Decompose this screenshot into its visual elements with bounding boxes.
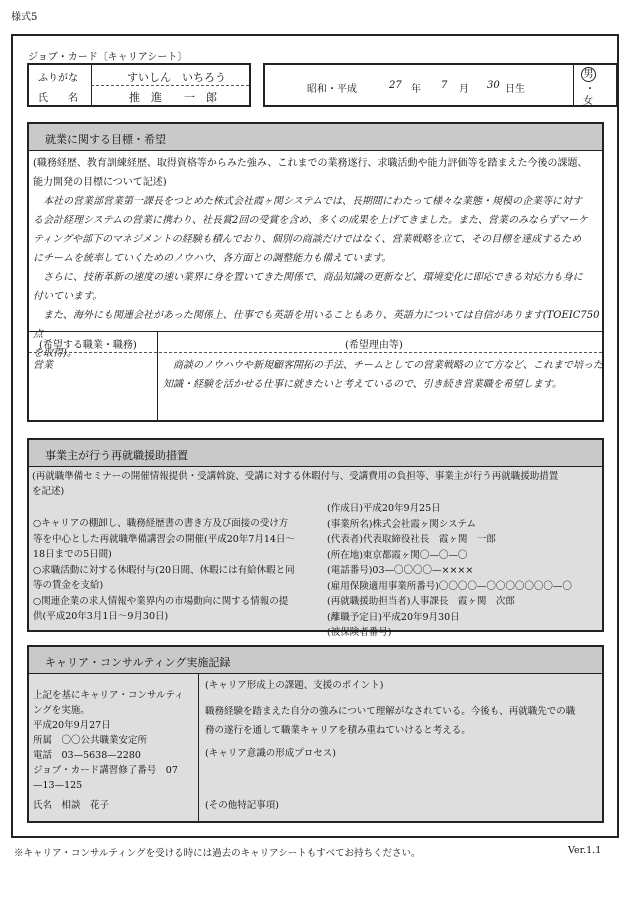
employer-detail-line: (所在地)東京都霞ヶ関〇—〇—〇 <box>327 549 468 561</box>
consultant-info-line: 平成20年9月27日 <box>33 720 111 731</box>
reason-line: 商談のノウハウや新規顧客開拓の手法、チームとしての営業戦略の立て方など、これまで培った <box>163 360 603 371</box>
support-measure-line: ○求職活動に対する休暇付与(20日間、休暇には有給休暇と同 <box>33 564 295 576</box>
furigana-value: すいしん いちろう <box>127 71 226 84</box>
employer-detail-line: (電話番号)03—〇〇〇〇—×××× <box>327 565 474 576</box>
goals-line: 本社の営業部営業第一課長をつとめた株式会社霞ヶ関システムでは、長期間にわたって様々な業態・規模の企業等に対す <box>33 196 582 207</box>
job-header: (希望する職業・職務) <box>39 340 137 351</box>
consulting-record-section <box>27 645 604 823</box>
employer-detail-line: (代表者)代表取締役社長 霞ヶ関 一郎 <box>327 534 496 545</box>
reemployment-support-section <box>27 438 604 638</box>
employer-detail-line: (離職予定日)平成20年9月30日 <box>327 611 460 623</box>
era-label: 昭和・平成 <box>307 84 357 95</box>
reason-header: (希望理由等) <box>345 340 403 351</box>
document-title: ジョブ・カード〔キャリアシート〕 <box>28 52 188 63</box>
support-measure-line: 18日までの5日間) <box>33 549 112 560</box>
consult-heading: キャリア・コンサルティング実施記録 <box>45 656 231 669</box>
consultant-info-line: 所属 〇〇公共職業安定所 <box>33 735 148 746</box>
goals-line: にチームを統率していくためのノウハウ、各方面との調整能力も備えています。 <box>33 253 392 264</box>
goals-note-line: (職務経歴、教育訓練経歴、取得資格等からみた強み、これまでの業務遂行、求職活動や能力評価等を踏まえた今後の課題、 <box>33 158 588 169</box>
consultant-info-line: 電話 03—5638—2280 <box>33 750 141 761</box>
goals-heading: 就業に関する目標・希望 <box>45 133 166 146</box>
goals-header <box>29 124 602 151</box>
furigana-label: ふりがな <box>38 73 78 84</box>
support-measure-line: 等を中心とした再就職準備講習会の開催(平成20年7月14日〜 <box>33 533 295 545</box>
employer-detail-line: (作成日)平成20年9月25日 <box>327 503 441 514</box>
goals-instructions <box>33 154 601 192</box>
footer-note: ※キャリア・コンサルティングを受ける時には過去のキャリアシートもすべてお持ちください。 <box>14 848 421 859</box>
issues-line: 職務経験を踏まえた自分の強みについて理解がなされている。今後も、再就職先での職 <box>205 706 576 717</box>
gender-male-label: 男 <box>581 67 596 82</box>
version-label: Ver.1.1 <box>568 845 602 856</box>
consultant-name: 氏名 相談 花子 <box>33 800 110 811</box>
support-measures <box>33 516 325 625</box>
goals-line: また、海外にも関連会社があった関係上、仕事でも英語を用いることもあり、英語力については自信があります(TOEIC750点 <box>33 310 600 340</box>
issues-line: 務の遂行を通して職業キャリアを積み重ねていけると考える。 <box>205 725 471 736</box>
consultant-info-line: 上記を基にキャリア・コンサルティ <box>33 690 184 701</box>
form-number: 様式5 <box>11 12 38 23</box>
desired-reason <box>163 356 603 394</box>
issues-label: (キャリア形成上の課題、支援のポイント) <box>205 680 384 691</box>
year-unit: 年 <box>411 84 421 95</box>
gender-female: 女 <box>583 96 593 107</box>
awareness-label: (キャリア意識の形成プロセス) <box>205 748 336 759</box>
consultant-info-line: —13—125 <box>33 780 83 791</box>
divider <box>29 352 602 353</box>
name-value: 推 進 一 郎 <box>129 91 217 104</box>
support-note-line: を記述) <box>32 486 65 497</box>
goals-line: さらに、技術革新の速度の速い業界に身を置いてきた関係で、商品知識の更新など、環境変化に即応できる対応力も身に <box>33 272 583 283</box>
support-measure-line: ○関連企業の求人情報や業界内の市場動向に関する情報の提 <box>33 595 289 607</box>
desired-job: 営業 <box>33 360 53 371</box>
consult-header <box>29 647 602 674</box>
divider <box>29 331 602 332</box>
goals-line: 付いています。 <box>33 291 103 302</box>
consultant-info-line: ジョブ・カード講習修了番号 07 <box>33 765 178 776</box>
employer-detail-line: (雇用保険適用事業所番号)〇〇〇〇—〇〇〇〇〇〇〇—〇 <box>327 580 572 592</box>
goals-line: ティングや部下のマネジメントの経験も積んでおり、個別の商談だけではなく、営業戦略を立て、その目標を達成するため <box>33 234 582 245</box>
support-instructions <box>32 469 602 499</box>
support-measure-line: 等の賃金を支給) <box>33 580 104 591</box>
consultant-info-line: ングを実施。 <box>33 705 90 716</box>
consultant-info <box>33 688 196 793</box>
goals-line: を取得)。 <box>33 348 77 359</box>
employer-detail-line: (事業所名)株式会社霞ヶ関システム <box>327 518 476 530</box>
birth-day: 30 <box>487 80 500 91</box>
reason-line: 知識・経験を活かせる仕事に就きたいと考えているので、引き続き営業職を希望します。 <box>163 379 562 390</box>
employer-detail-line: (再就職援助担当者)人事課長 霞ヶ関 次郎 <box>327 596 515 607</box>
month-unit: 月 <box>459 84 469 95</box>
birthdate-box <box>263 63 618 107</box>
employer-details <box>327 501 603 641</box>
name-box <box>27 63 251 107</box>
other-notes-label: (その他特記事項) <box>205 800 279 811</box>
employer-detail-line: (被保険者番号) <box>327 627 392 638</box>
divider <box>157 331 158 420</box>
gender-separator: ・ <box>585 84 595 95</box>
birth-month: 7 <box>441 80 448 91</box>
support-note-line: (再就職準備セミナーの開催情報提供・受講斡旋、受講に対する休暇付与、受講費用の負担等、事業主が行う再就職援助措置 <box>32 471 559 482</box>
goals-line: る会計経理システムの営業に携わり、社長賞2回の受賞を含め、多くの成果を上げてきました。また、営業のみならずマーケ <box>33 215 588 226</box>
issues-text <box>205 702 601 740</box>
support-measure-line: 供(平成20年3月1日〜9月30日) <box>33 611 169 622</box>
divider <box>198 673 199 821</box>
day-unit: 日生 <box>505 84 525 95</box>
name-label: 氏 名 <box>38 93 78 104</box>
support-heading: 事業主が行う再就職援助措置 <box>45 449 188 462</box>
goals-note-line: 能力開発の目標について記述) <box>33 177 167 188</box>
support-header <box>29 440 602 467</box>
goals-section <box>27 122 604 422</box>
birth-year: 27 <box>389 80 402 91</box>
support-measure-line: ○キャリアの棚卸し、職務経歴書の書き方及び面接の受け方 <box>33 518 289 529</box>
